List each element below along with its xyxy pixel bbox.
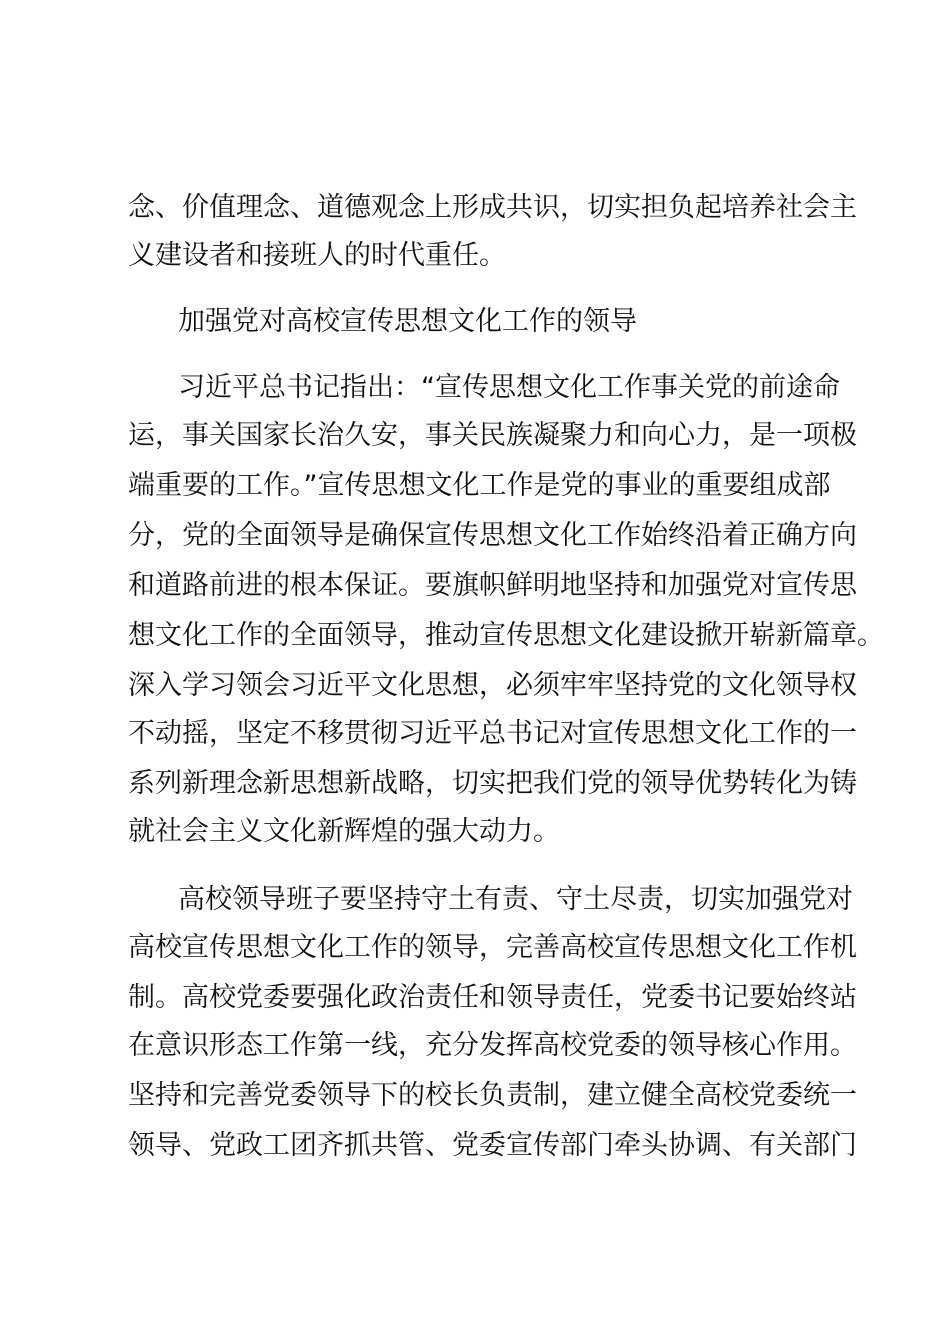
paragraph-line: 习近平总书记指出：“宣传思想文化工作事关党的前途命 xyxy=(178,372,840,403)
paragraph-line: 就社会主义文化新辉煌的强大动力。 xyxy=(128,816,560,847)
paragraph-line: 高校领导班子要坚持守土有责、守土尽责，切实加强党对 xyxy=(178,884,853,915)
paragraph-line: 深入学习领会习近平文化思想，必须牢牢坚持党的文化领导权 xyxy=(128,670,857,701)
paragraph-line: 端重要的工作。”宣传思想文化工作是党的事业的重要组成部 xyxy=(128,470,831,501)
paragraph-line: 坚持和完善党委领导下的校长负责制，建立健全高校党委统一 xyxy=(128,1080,857,1111)
paragraph-line: 和道路前进的根本保证。要旗帜鲜明地坚持和加强党对宣传思 xyxy=(128,570,857,601)
paragraph-line: 念、价值理念、道德观念上形成共识，切实担负起培养社会主 xyxy=(128,192,857,223)
paragraph-line: 在意识形态工作第一线，充分发挥高校党委的领导核心作用。 xyxy=(128,1030,857,1061)
paragraph-line: 分，党的全面领导是确保宣传思想文化工作始终沿着正确方向 xyxy=(128,520,857,551)
paragraph-line: 不动摇，坚定不移贯彻习近平总书记对宣传思想文化工作的一 xyxy=(128,718,857,749)
paragraph-line: 高校宣传思想文化工作的领导，完善高校宣传思想文化工作机 xyxy=(128,932,857,963)
paragraph-line: 义建设者和接班人的时代重任。 xyxy=(128,240,506,271)
paragraph-line: 运，事关国家长治久安，事关民族凝聚力和向心力，是一项极 xyxy=(128,420,857,451)
paragraph-line: 制。高校党委要强化政治责任和领导责任，党委书记要始终站 xyxy=(128,982,857,1013)
paragraph-line: 系列新理念新思想新战略，切实把我们党的领导优势转化为铸 xyxy=(128,768,857,799)
paragraph-line: 领导、党政工团齐抓共管、党委宣传部门牵头协调、有关部门 xyxy=(128,1130,857,1161)
section-heading: 加强党对高校宣传思想文化工作的领导 xyxy=(178,306,637,337)
paragraph-line: 想文化工作的全面领导，推动宣传思想文化建设掀开崭新篇章。 xyxy=(128,620,884,651)
